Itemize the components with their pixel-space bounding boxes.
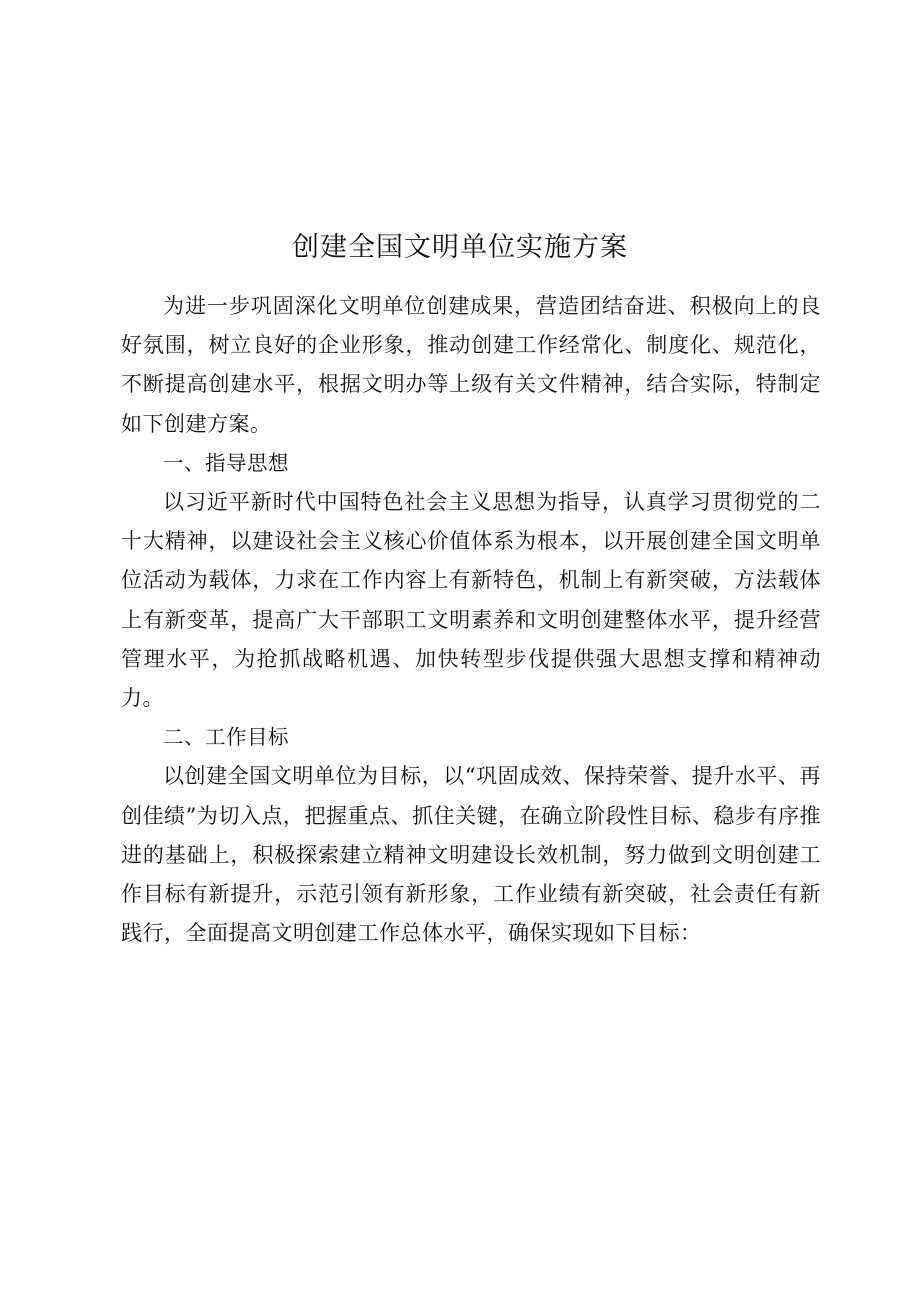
document-body [121, 287, 821, 953]
section-heading-guiding-thought: 一、指导思想 [163, 450, 289, 475]
intro-paragraph: 为进一步巩固深化文明单位创建成果，营造团结奋进、积极向上的良好氛围，树立良好的企业形象，推动创建工作经常化、制度化、规范化，不断提高创建水平，根据文明办等上级有关文件精神，结合实际，特制定如下创建方案。 [121, 294, 821, 436]
section-paragraph-work-goals: 以创建全国文明单位为目标，以“巩固成效、保持荣誉、提升水平、再创佳绩”为切入点，把握重点、抓住关键，在确立阶段性目标、稳步有序推进的基础上，积极探索建立精神文明建设长效机制，努力做到文明创建工作目标有新提升，示范引领有新形象，工作业绩有新突破，社会责任有新践行，全面提高文明创建工作总体水平，确保实现如下目标： [121, 764, 821, 946]
section-paragraph-guiding-thought: 以习近平新时代中国特色社会主义思想为指导，认真学习贯彻党的二十大精神，以建设社会主义核心价值体系为根本，以开展创建全国文明单位活动为载体，力求在工作内容上有新特色，机制上有新突破，方法载体上有新变革，提高广大干部职工文明素养和文明创建整体水平，提升经营管理水平，为抢抓战略机遇、加快转型步伐提供强大思想支撑和精神动力。 [121, 490, 821, 711]
section-heading-work-goals: 二、工作目标 [163, 725, 289, 750]
document-title: 创建全国文明单位实施方案 [292, 232, 628, 263]
